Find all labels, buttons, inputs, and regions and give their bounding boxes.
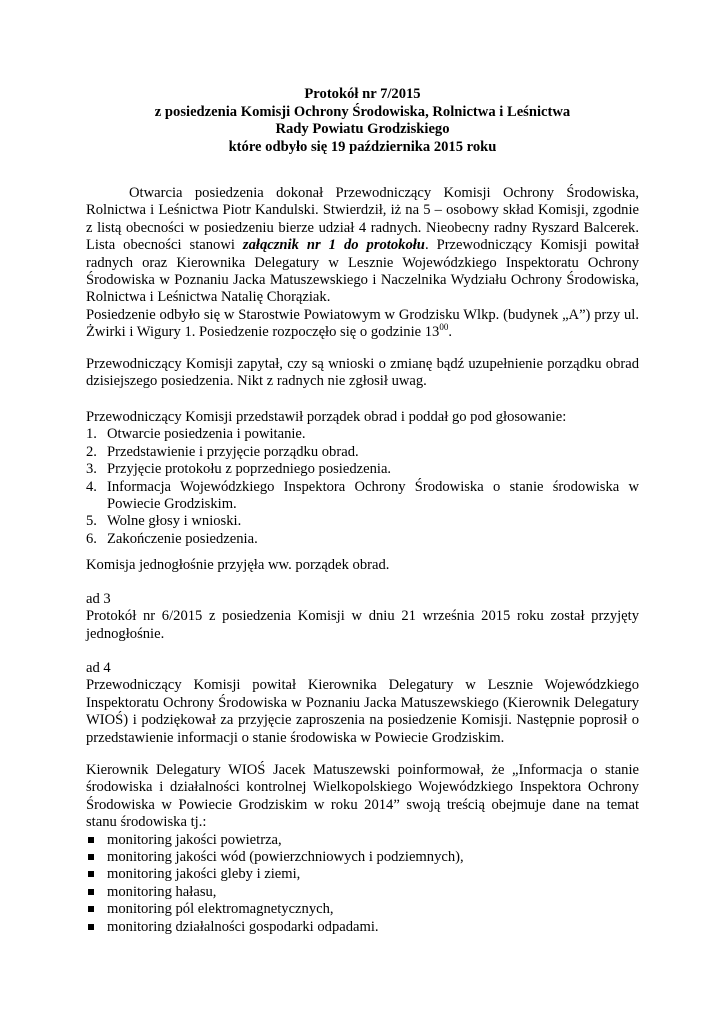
agenda-item-number: 1. — [86, 426, 97, 443]
monitoring-item — [86, 866, 639, 883]
venue-text: Posiedzenie odbyło się w Starostwie Powiatowym w Grodzisku Wlkp. (budynek „A”) przy ul. Żwirki i Wigury 1. Posiedzenie rozpoczęło się o godzinie 13 — [86, 306, 639, 341]
agenda-item — [86, 461, 639, 478]
square-bullet-icon — [88, 906, 94, 912]
square-bullet-icon — [88, 924, 94, 930]
monitoring-item-text: monitoring jakości gleby i ziemi, — [107, 866, 301, 883]
venue-end: . — [448, 324, 453, 341]
square-bullet-icon — [88, 837, 94, 843]
agenda-list — [86, 426, 639, 548]
report-paragraph: Kierownik Delegatury WIOŚ Jacek Matuszewski poinformował, że „Informacja o stanie środowiska i działalności kontrolnej Wielkopolskiego Wojewódzkiego Inspektora Ochrony Środowiska w Powiecie Grodziskim w roku 2014” swoją treścią obejmuje dane na temat stanu środowiska tj.: — [86, 762, 639, 831]
intro-text-b: . Przewodniczący Komisji powitał radnych oraz Kierownika Delegatury w Lesznie Wojewódzkiego Inspektoratu Ochrony Środowiska w Poznaniu Jacka Matuszewskiego i Naczelnika Wydziału Ochrony Środowiska, Rolnictwa i Leśnictwa Natalię Chorąziak. — [86, 237, 639, 306]
ad3-text: Protokół nr 6/2015 z posiedzenia Komisji w dniu 21 września 2015 roku został przyjęty jednogłośnie. — [86, 608, 639, 642]
protocol-title — [0, 86, 725, 156]
intro-text-a: Otwarcia posiedzenia dokonał Przewodniczący Komisji Ochrony Środowiska, Rolnictwa i Leśnictwa Piotr Kandulski. Stwierdził, iż na 5 – osobowy skład Komisji, zgodnie z listą obecności w posiedzeniu bierze udział 4 radnych. Nieobecny radny Ryszard Balcerek. Lista obecności stanowi — [86, 185, 639, 254]
monitoring-item-text: monitoring działalności gospodarki odpadami. — [107, 918, 379, 935]
agenda-item-text: Przyjęcie protokołu z poprzedniego posiedzenia. — [107, 461, 392, 478]
agenda-item-text: Informacja Wojewódzkiego Inspektora Ochrony Środowiska o stanie środowiska w Powiecie Grodziskim. — [107, 478, 639, 513]
report-section — [86, 762, 639, 936]
agenda-section — [86, 409, 639, 548]
square-bullet-icon — [88, 889, 94, 895]
question-paragraph: Przewodniczący Komisji zapytał, czy są wnioski o zmianę bądź uzupełnienie porządku obrad dzisiejszego posiedzenia. Nikt z radnych nie zgłosił uwag. — [86, 356, 639, 390]
agenda-intro: Przewodniczący Komisji przedstawił porządek obrad i poddał go pod głosowanie: — [86, 409, 567, 425]
intro-section — [86, 185, 639, 342]
monitoring-item-text: monitoring hałasu, — [107, 883, 217, 900]
agenda-item — [86, 444, 639, 461]
agenda-item — [86, 513, 639, 530]
monitoring-item-text: monitoring jakości powietrza, — [107, 831, 282, 848]
agenda-item-text: Przedstawienie i przyjęcie porządku obrad. — [107, 443, 359, 460]
monitoring-item — [86, 901, 639, 918]
ad4-text: Przewodniczący Komisji powitał Kierownika Delegatury w Lesznie Wojewódzkiego Inspektoratu Ochrony Środowiska w Poznaniu Jacka Matuszewskiego (Kierownik Delegatury WIOŚ) i podziękował za przyjęcie zaproszenia na posiedzenie Komisji. Następnie poprosił o przedstawienie informacji o stanie środowiska w Powiecie Grodziskim. — [86, 677, 639, 746]
monitoring-item — [86, 919, 639, 936]
agenda-item-text: Otwarcie posiedzenia i powitanie. — [107, 426, 306, 443]
agenda-item-number: 4. — [86, 478, 97, 495]
square-bullet-icon — [88, 854, 94, 860]
monitoring-item-text: monitoring jakości wód (powierzchniowych i podziemnych), — [107, 849, 464, 866]
monitoring-list — [86, 832, 639, 936]
accepted-line: Komisja jednogłośnie przyjęła ww. porządek obrad. — [86, 557, 390, 573]
attachment-ref: załącznik nr 1 do protokołu — [242, 237, 425, 254]
title-line-4: które odbyło się 19 października 2015 roku — [228, 138, 497, 155]
monitoring-item — [86, 884, 639, 901]
square-bullet-icon — [88, 871, 94, 877]
agenda-item — [86, 531, 639, 548]
ad3-label: ad 3 — [86, 591, 111, 607]
monitoring-item — [86, 849, 639, 866]
monitoring-item-text: monitoring pól elektromagnetycznych, — [107, 901, 334, 918]
agenda-item-number: 2. — [86, 443, 97, 460]
intro-paragraph — [86, 185, 639, 307]
monitoring-item — [86, 832, 639, 849]
agenda-item-number: 6. — [86, 530, 97, 547]
agenda-item-number: 3. — [86, 461, 97, 478]
agenda-item — [86, 426, 639, 443]
title-line-1: Protokół nr 7/2015 — [304, 86, 421, 102]
ad4-section — [86, 660, 639, 747]
title-line-2: z posiedzenia Komisji Ochrony Środowiska, Rolnictwa i Leśnictwa — [154, 103, 571, 120]
title-line-3: Rady Powiatu Grodziskiego — [275, 121, 450, 138]
agenda-item-text: Wolne głosy i wnioski. — [107, 513, 242, 530]
time-minutes: 00 — [439, 322, 449, 333]
agenda-item — [86, 479, 639, 514]
ad3-section — [86, 591, 639, 643]
ad4-label: ad 4 — [86, 660, 111, 676]
agenda-item-number: 5. — [86, 513, 97, 530]
venue-paragraph — [86, 307, 639, 342]
agenda-item-text: Zakończenie posiedzenia. — [107, 530, 258, 547]
